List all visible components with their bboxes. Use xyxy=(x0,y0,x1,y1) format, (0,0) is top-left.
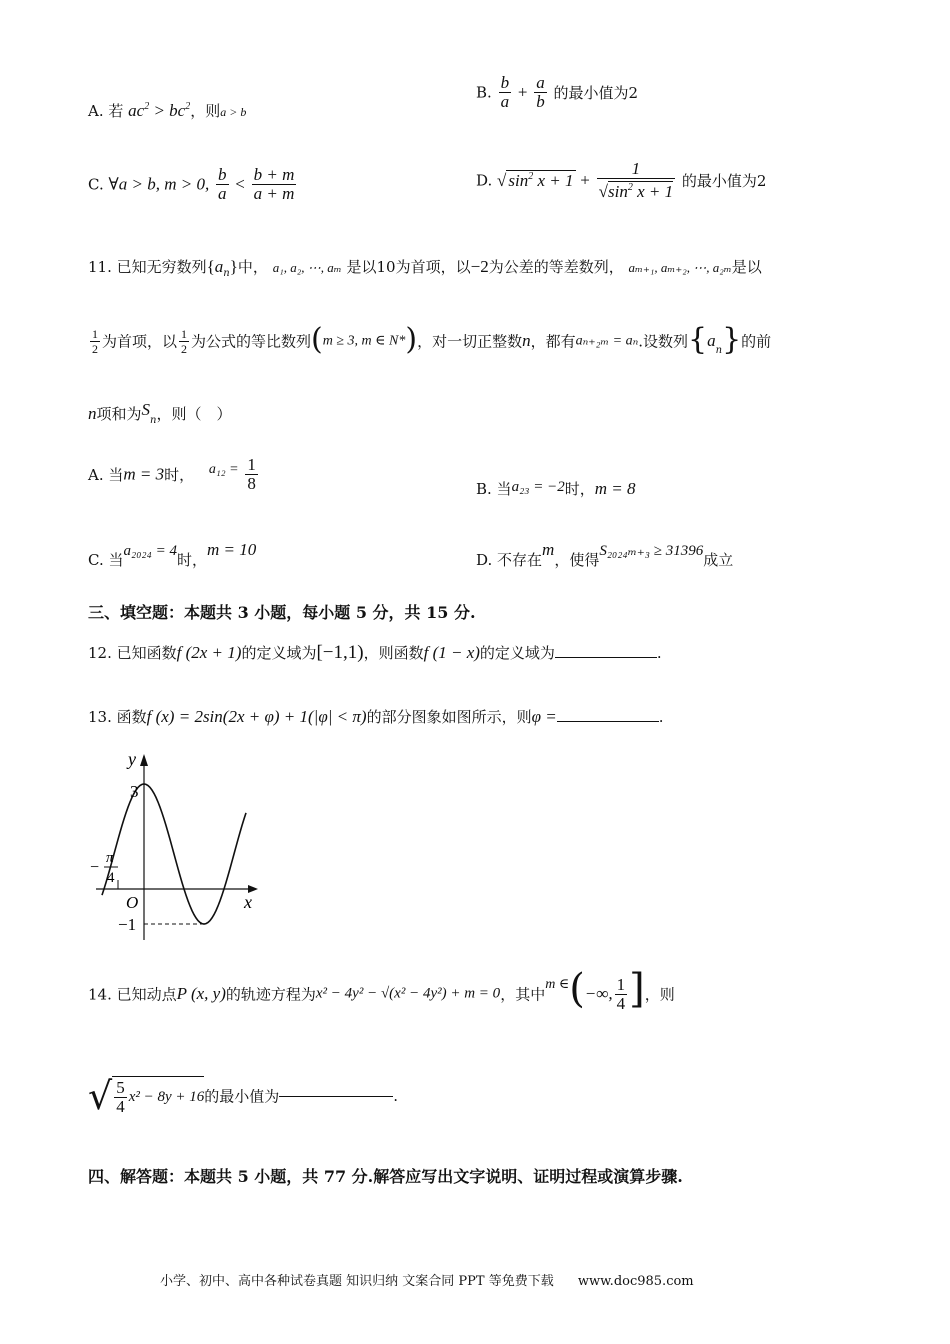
text: 13. 函数 xyxy=(88,708,147,726)
operator: + xyxy=(517,82,528,102)
text: 成立 xyxy=(703,551,734,569)
q11-line-3: n项和为$S_n$，则（ ） xyxy=(88,400,232,426)
section-heading-3: 三、填空题：本题共 3 小题，每小题 5 分，共 15 分. xyxy=(88,603,476,622)
math-expr: −2 xyxy=(470,257,489,276)
text: 的轨迹方程为 xyxy=(225,985,316,1004)
text: 的定义域为 xyxy=(241,644,317,662)
answer-blank[interactable] xyxy=(555,657,657,658)
fraction-denominator: 2 xyxy=(92,341,98,356)
q10-option-b xyxy=(476,74,638,111)
option-label: C. xyxy=(88,175,104,194)
math-expr: a₂₀₂₄ = 4 xyxy=(123,543,177,559)
math-expr: a > b xyxy=(220,105,247,119)
q10-option-c xyxy=(88,166,298,203)
q10-option-d: D. √ $\sin^2 x + 1$ + $\frac{1}{√\sin^2 x + 1}$ 的最小值为2 xyxy=(476,159,767,201)
operator: + xyxy=(580,170,590,190)
text: ，对一切正整数 xyxy=(417,332,523,351)
x-tick-sign: − xyxy=(90,859,100,876)
text: 时， xyxy=(176,551,207,569)
text: ，则（ ） xyxy=(156,405,232,423)
text: 为首项，以 xyxy=(102,332,178,351)
math-expr: aₘ₊₁, aₘ₊₂, ⋯, a₂ₘ xyxy=(628,260,732,275)
q10-option-a: A. 若 $ac^2 > bc^2$，则a > b xyxy=(88,101,247,120)
math-expr: S₂₀₂₄ₘ₊₃ ≥ 31396 xyxy=(599,543,704,559)
q11-line-2: $\frac{1}{2}$ 为首项，以 $\frac{1}{2}$ 为公式的等比数列(m ≥ 3, m ∈ N*)，对一切正整数n，都有aₙ₊₂ₘ = aₙ.设数列$\{a_n\}$的前 xyxy=(92,322,772,357)
math-expr: ∀a > b, m > 0, xyxy=(108,174,210,194)
text: 中， xyxy=(237,258,268,276)
text: 的部分图象如图所示，则 xyxy=(366,708,532,726)
text: 是以 xyxy=(731,258,762,276)
math-expr: x² − 4y² − √(x² − 4y²) + m = 0 xyxy=(315,985,501,1002)
text: 11. 已知无穷数列 xyxy=(88,258,207,276)
text: 项和为 xyxy=(96,405,142,423)
math-expr: f (x) = 2sin(2x + φ) + 1(|φ| < π) xyxy=(146,707,367,726)
text: 为公差的等差数列， xyxy=(488,258,624,276)
q14-line-1: 14. 已知动点P (x, y)的轨迹方程为x² − 4y² − √(x² − 4y²) + m = 0，其中m ∈(−∞, $\frac{1}{4}$ ]，则 xyxy=(88,966,675,1013)
math-expr: −∞, xyxy=(584,984,613,1003)
q13: 13. 函数f (x) = 2sin(2x + φ) + 1(|φ| < π)的部分图象如图所示，则φ = . xyxy=(88,707,664,726)
sqrt-radicand xyxy=(112,1076,204,1116)
text: 是以10为首项，以 xyxy=(346,258,471,276)
math-expr: [−1,1) xyxy=(316,642,364,663)
operator: < xyxy=(235,174,245,194)
sine-curve xyxy=(102,784,246,924)
section-heading-4: 四、解答题：本题共 5 小题，共 77 分.解答应写出文字说明、证明过程或演算步骤. xyxy=(88,1167,683,1186)
text: ，都有 xyxy=(530,332,576,351)
option-label: B. 当 xyxy=(476,480,512,498)
option-label: C. 当 xyxy=(88,551,124,569)
fraction-denominator: a xyxy=(500,92,510,111)
text: 时， xyxy=(564,480,595,498)
option-label: B. xyxy=(476,83,492,102)
text: 的最小值为2 xyxy=(681,172,767,190)
math-expr: ac xyxy=(128,101,145,120)
math-var: m xyxy=(542,540,555,559)
answer-blank[interactable] xyxy=(557,721,659,722)
fraction-numerator: b + m xyxy=(253,165,295,184)
option-label: D. 不存在 xyxy=(476,551,543,569)
sqrt-expr: √ $\sin^2 x + 1$ xyxy=(497,171,574,190)
math-expr: a₂₃ = −2 xyxy=(511,479,565,495)
x-tick-numerator: π xyxy=(106,850,114,866)
option-label: D. xyxy=(476,171,493,190)
math-expr: φ = xyxy=(531,707,557,726)
text: ，则函数 xyxy=(363,644,424,662)
y-axis-label: y xyxy=(128,749,136,769)
math-expr: a₁₂ = xyxy=(208,461,239,477)
math-var: n xyxy=(522,331,531,350)
footer xyxy=(160,1270,694,1289)
text: ，使得 xyxy=(554,551,600,569)
math-expr: x² − 8y + 16 xyxy=(128,1089,205,1105)
q11-option-c xyxy=(88,540,256,570)
text: ，其中 xyxy=(500,985,546,1004)
origin-label: O xyxy=(126,893,139,912)
graph-svg xyxy=(88,748,268,948)
fraction-denominator: a xyxy=(218,184,227,203)
math-expr: > bc xyxy=(149,101,186,120)
fraction-numerator: b xyxy=(500,73,510,92)
y-max-label: 3 xyxy=(130,782,139,801)
text: 的定义域为 xyxy=(479,644,555,662)
function-graph xyxy=(88,748,268,948)
q11-line-1: 11. 已知无穷数列$\{a_n\}$中， a₁, a₂, ⋯, aₘ 是以10为首项，以−2为公差的等差数列， aₘ₊₁, aₘ₊₂, ⋯, a₂ₘ是以 xyxy=(88,257,762,279)
fraction-numerator: b xyxy=(218,165,227,184)
fraction-denominator: b xyxy=(536,92,545,111)
y-axis-arrow-icon xyxy=(140,754,148,766)
text: ，则 xyxy=(644,985,675,1004)
answer-blank[interactable] xyxy=(279,1096,393,1097)
math-expr: f (2x + 1) xyxy=(176,643,242,662)
text: 时， xyxy=(164,466,195,484)
text: .设数列 xyxy=(638,332,689,351)
math-expr: m = 3 xyxy=(123,464,165,484)
text: 14. 已知动点 xyxy=(88,985,177,1004)
math-expr: P (x, y) xyxy=(176,984,226,1003)
option-label: A. 若 xyxy=(88,102,124,120)
q11-option-d xyxy=(476,540,733,570)
fraction-denominator: 4 xyxy=(116,1097,125,1116)
text: ，则 xyxy=(190,102,221,120)
math-expr: m ∈ xyxy=(545,977,570,992)
fraction-denominator: 4 xyxy=(616,993,626,1013)
math-expr: m = 8 xyxy=(594,479,636,498)
footer-text: 小学、初中、高中各种试卷真题 知识归纳 文案合同 PPT 等免费下载 xyxy=(160,1274,554,1289)
math-var: S xyxy=(141,400,151,419)
q14-line-2: √ $\frac{5}{4}$ x² − 8y + 16的最小值为 . xyxy=(88,1074,399,1118)
text: 的最小值为 xyxy=(204,1087,280,1106)
footer-link[interactable]: www.doc985.com xyxy=(577,1274,694,1289)
text: 为公式的等比数列 xyxy=(191,332,312,351)
fraction-numerator: 1 xyxy=(597,160,675,179)
x-axis-label: x xyxy=(244,892,252,912)
q11-option-a xyxy=(88,456,260,493)
y-min-label: −1 xyxy=(118,915,137,934)
option-label: A. 当 xyxy=(88,466,124,484)
text: 的最小值为2 xyxy=(553,84,639,102)
fraction-numerator: 1 xyxy=(92,326,98,341)
math-expr: f (1 − x) xyxy=(423,643,480,662)
fraction-numerator: a xyxy=(536,73,545,92)
math-expr: a₁, a₂, ⋯, aₘ xyxy=(272,260,342,275)
text: 的前 xyxy=(741,332,772,351)
fraction-numerator: 1 xyxy=(616,974,626,994)
fraction-numerator: 1 xyxy=(247,455,256,474)
fraction-denominator: 8 xyxy=(247,474,256,493)
text: 12. 已知函数 xyxy=(88,644,177,662)
math-expr: m ≥ 3, m ∈ N* xyxy=(322,333,406,349)
fraction-denominator: a + m xyxy=(253,184,295,203)
math-expr: m = 10 xyxy=(206,540,257,559)
x-tick-denominator: 4 xyxy=(107,870,115,886)
fraction-numerator: 5 xyxy=(116,1078,125,1097)
q12: 12. 已知函数f (2x + 1)的定义域为[−1,1)，则函数f (1 − x)的定义域为 . xyxy=(88,642,662,663)
math-var: n xyxy=(88,404,97,423)
q11-option-b xyxy=(476,478,636,499)
math-expr: aₙ₊₂ₘ = aₙ xyxy=(575,333,639,349)
